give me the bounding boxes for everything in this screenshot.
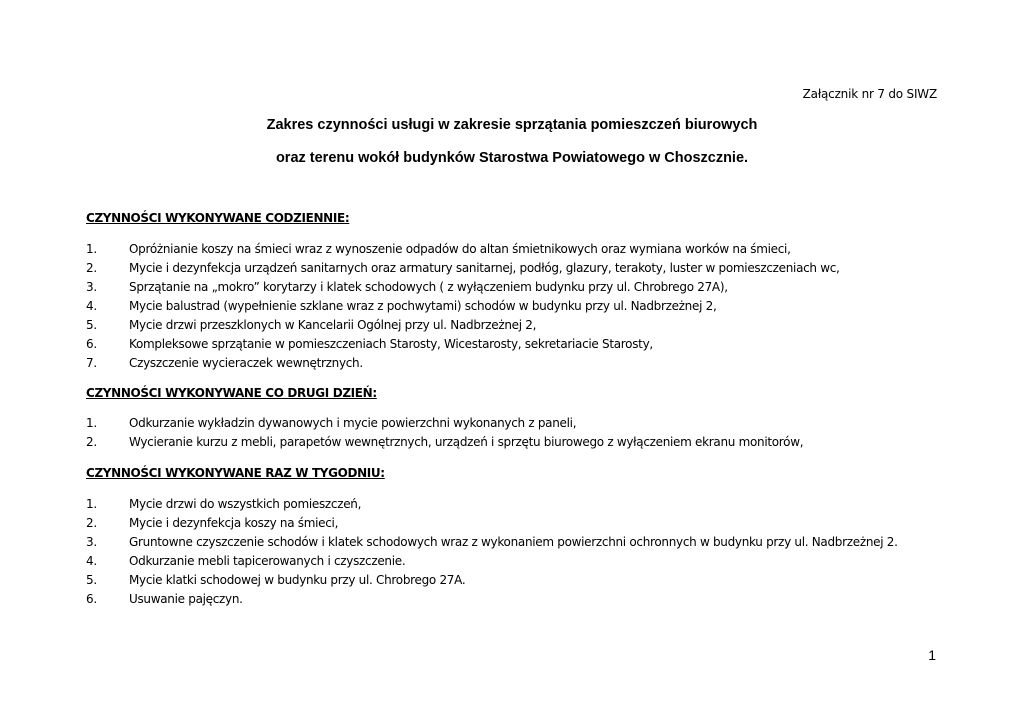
document-title-line2: oraz terenu wokół budynków Starostwa Powiatowego w Choszcznie. [275, 150, 749, 166]
section-heading-weekly: CZYNNOŚCI WYKONYWANE RAZ W TYGODNIU: [86, 466, 385, 480]
item-number: 1. [86, 242, 97, 256]
item-text: Mycie i dezynfekcja koszy na śmieci, [129, 516, 339, 530]
list-item [86, 414, 803, 433]
item-number: 4. [86, 299, 97, 313]
item-text: Czyszczenie wycieraczek wewnętrznych. [129, 356, 363, 370]
item-number: 5. [86, 318, 97, 332]
document-title-line1: Zakres czynności usługi w zakresie sprzątania pomieszczeń biurowych [266, 117, 758, 133]
list-item [86, 297, 840, 316]
item-number: 2. [86, 261, 97, 275]
item-text: Mycie drzwi do wszystkich pomieszczeń, [129, 497, 362, 511]
item-text: Opróżnianie koszy na śmieci wraz z wynoszenie odpadów do altan śmietnikowych oraz wymiana worków na śmieci, [129, 242, 791, 256]
item-number: 7. [86, 356, 97, 370]
item-number: 1. [86, 497, 97, 511]
item-number: 2. [86, 516, 97, 530]
list-every-other-day [86, 414, 803, 452]
item-number: 4. [86, 554, 97, 568]
list-item [86, 533, 898, 552]
item-text: Wycieranie kurzu z mebli, parapetów wewnętrznych, urządzeń i sprzętu biurowego z wyłączeniem ekranu monitorów, [129, 435, 804, 449]
section-heading-every-other-day: CZYNNOŚCI WYKONYWANE CO DRUGI DZIEŃ: [86, 386, 377, 400]
item-text: Mycie balustrad (wypełnienie szklane wraz z pochwytami) schodów w budynku przy ul. Nadbrzeżnej 2, [129, 299, 717, 313]
item-number: 3. [86, 535, 97, 549]
annex-label: Załącznik nr 7 do SIWZ [802, 87, 937, 101]
item-number: 1. [86, 416, 97, 430]
list-item [86, 240, 840, 259]
list-item [86, 590, 898, 609]
item-text: Odkurzanie mebli tapicerowanych i czyszczenie. [129, 554, 406, 568]
item-number: 6. [86, 337, 97, 351]
list-daily [86, 240, 840, 373]
item-number: 5. [86, 573, 97, 587]
list-item [86, 571, 898, 590]
item-number: 2. [86, 435, 97, 449]
item-text: Mycie klatki schodowej w budynku przy ul. Chrobrego 27A. [129, 573, 466, 587]
page-number: 1 [928, 647, 936, 663]
item-text: Odkurzanie wykładzin dywanowych i mycie powierzchni wykonanych z paneli, [129, 416, 577, 430]
list-item [86, 433, 803, 452]
item-text: Kompleksowe sprzątanie w pomieszczeniach Starosty, Wicestarosty, sekretariacie Starosty, [129, 337, 653, 351]
item-text: Mycie i dezynfekcja urządzeń sanitarnych oraz armatury sanitarnej, podłóg, glazury, terakoty, luster w pomieszczeniach wc, [129, 261, 840, 275]
item-text: Usuwanie pajęczyn. [129, 592, 243, 606]
list-item [86, 335, 840, 354]
item-number: 3. [86, 280, 97, 294]
item-text: Sprzątanie na „mokro” korytarzy i klatek schodowych ( z wyłączeniem budynku przy ul. Chrobrego 27A), [129, 280, 728, 294]
list-item [86, 495, 898, 514]
list-item [86, 259, 840, 278]
list-item [86, 354, 840, 373]
list-item [86, 514, 898, 533]
item-text: Mycie drzwi przeszklonych w Kancelarii Ogólnej przy ul. Nadbrzeżnej 2, [129, 318, 537, 332]
list-item [86, 316, 840, 335]
list-item [86, 278, 840, 297]
list-weekly [86, 495, 898, 609]
item-text: Gruntowne czyszczenie schodów i klatek schodowych wraz z wykonaniem powierzchni ochronnych w budynku przy ul. Nadbrzeżnej 2. [129, 535, 898, 549]
list-item [86, 552, 898, 571]
section-heading-daily: CZYNNOŚCI WYKONYWANE CODZIENNIE: [86, 211, 350, 225]
item-number: 6. [86, 592, 97, 606]
